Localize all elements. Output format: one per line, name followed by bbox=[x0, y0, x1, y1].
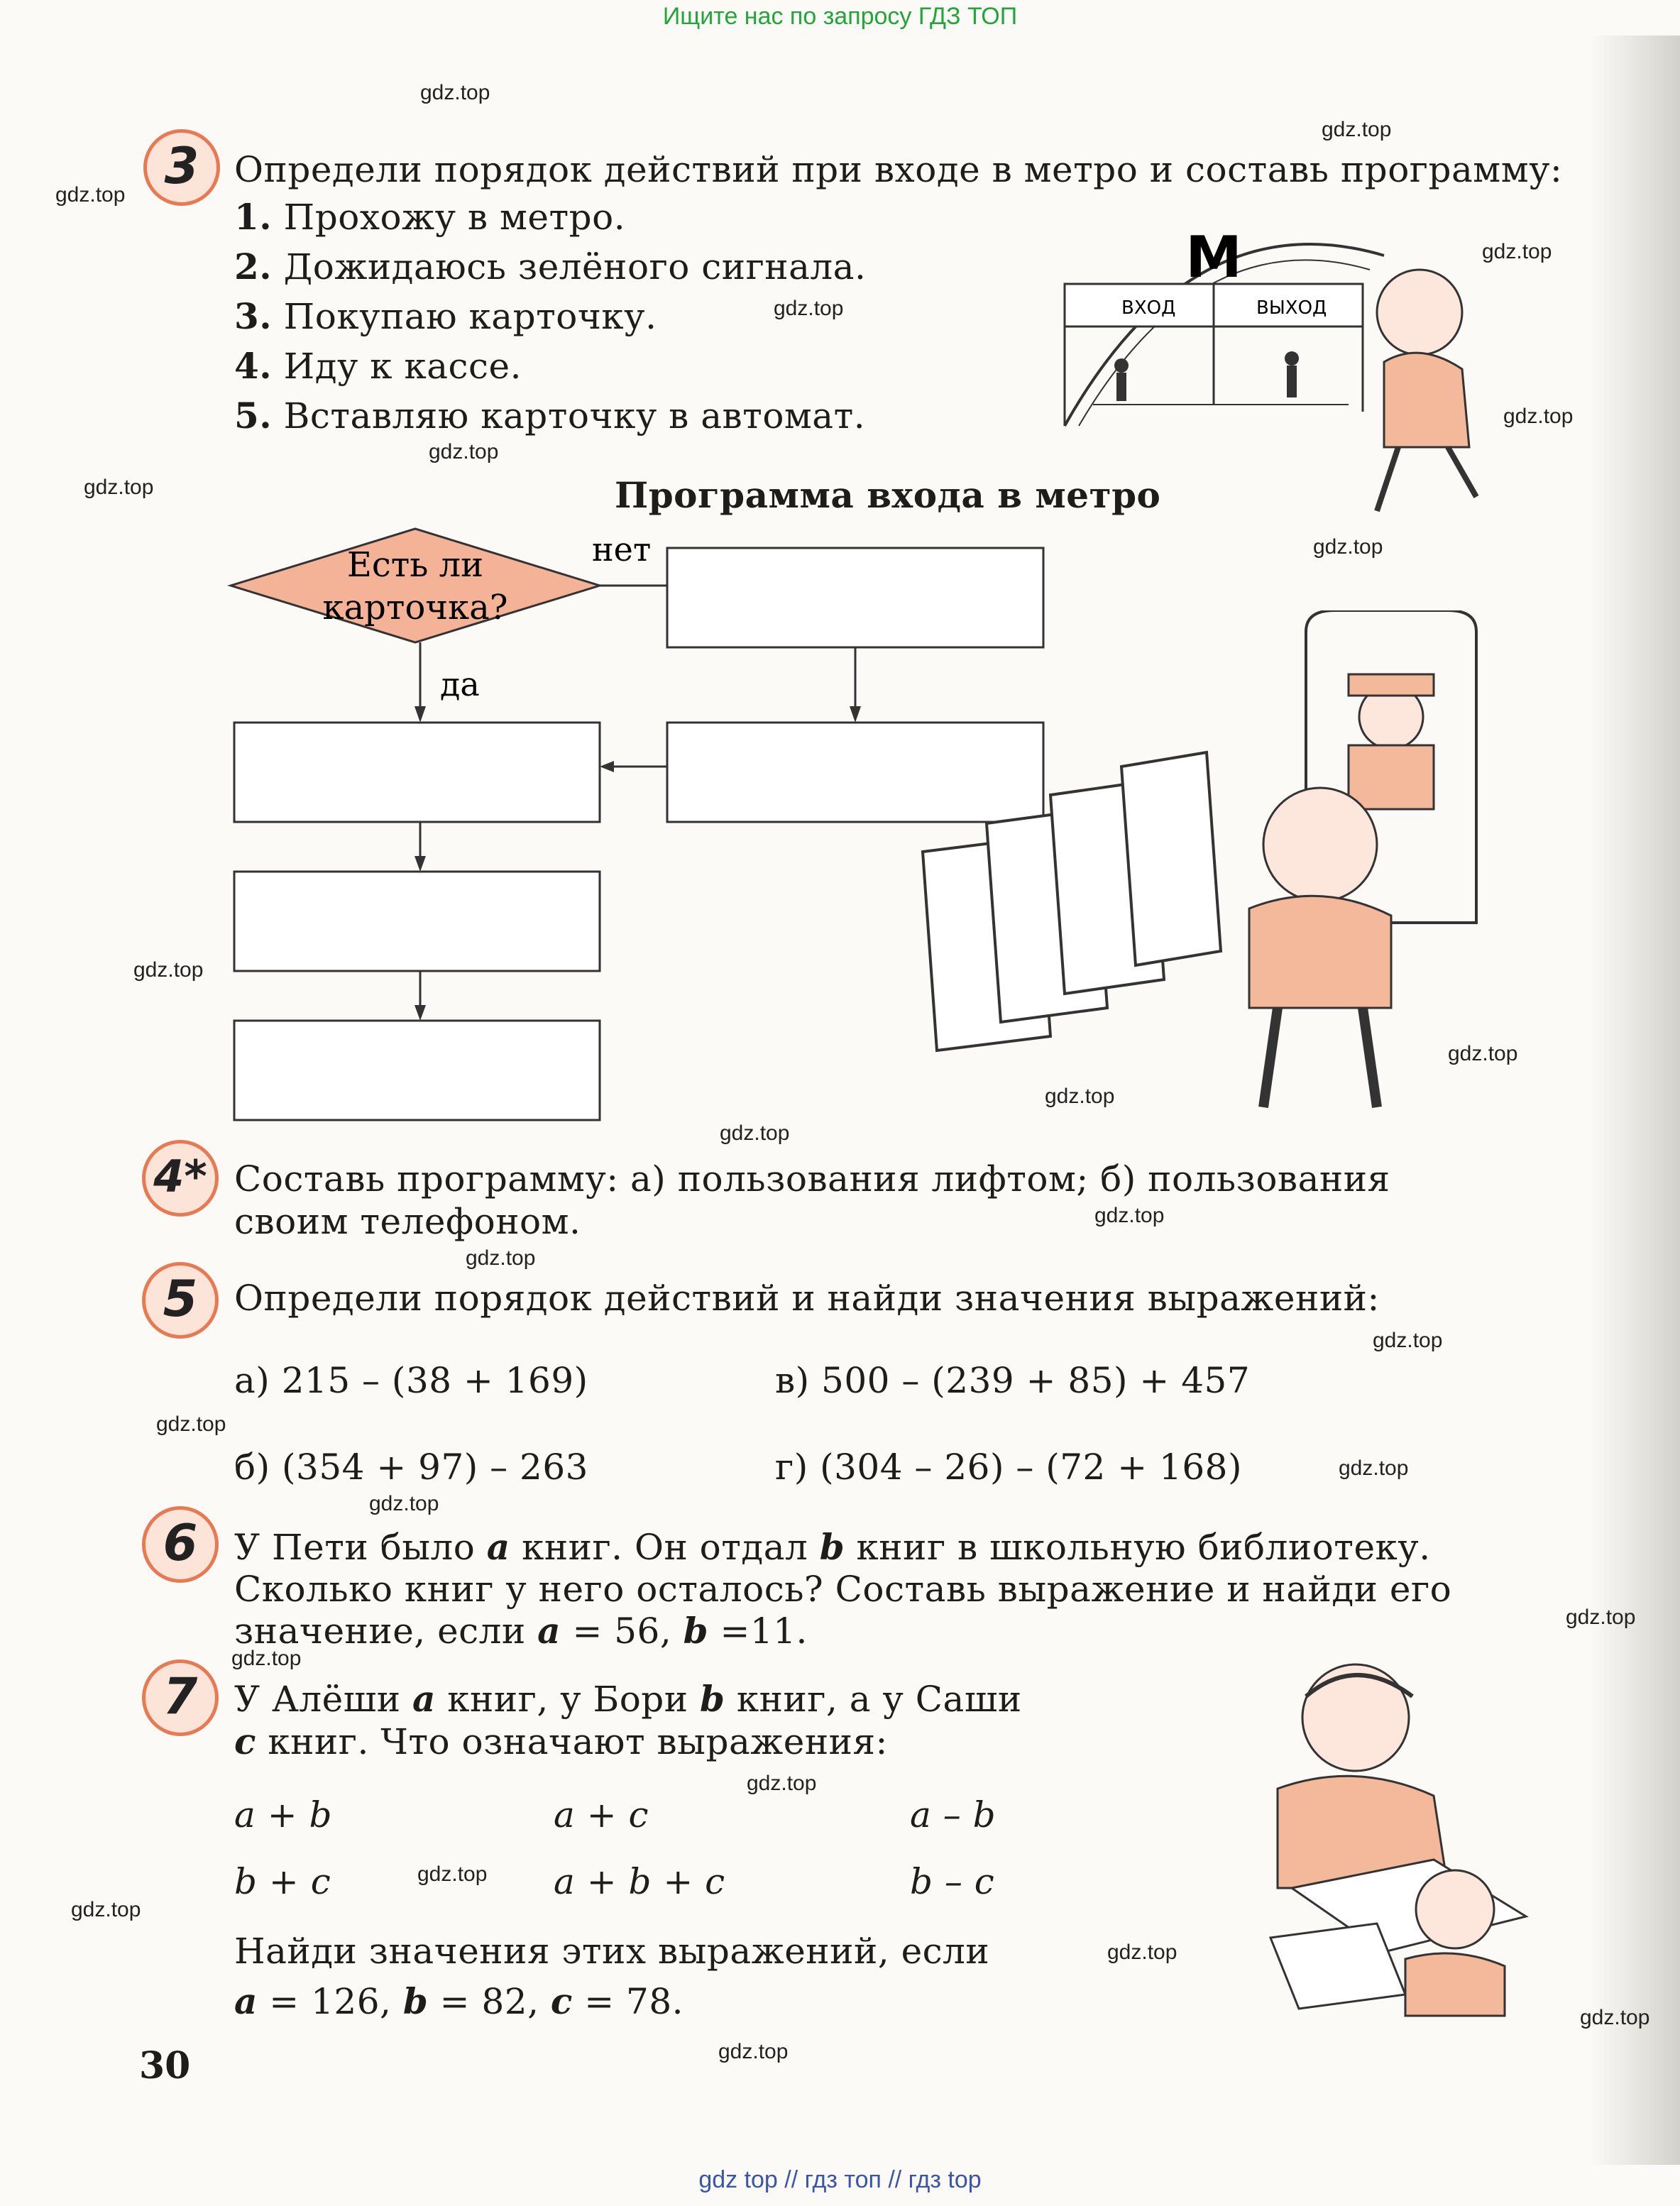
page-edge-shadow bbox=[1590, 35, 1680, 2165]
task-number: 4* bbox=[153, 1151, 207, 1202]
task7-values: a = 126, b = 82, c = 78. bbox=[234, 1980, 684, 2022]
task7-line: У Алёши a книг, у Бори b книг, а у Саши bbox=[234, 1678, 1022, 1720]
task7-expression: a – b bbox=[910, 1794, 997, 1835]
task6-line: значение, если a = 56, b =11. bbox=[234, 1610, 808, 1652]
task-number: 3 bbox=[164, 137, 199, 195]
svg-text:М: М bbox=[1185, 224, 1242, 290]
task-number-badge bbox=[142, 1506, 219, 1583]
footer-links[interactable]: gdz top // гдз топ // гдз top bbox=[698, 2166, 982, 2193]
watermark: gdz.top bbox=[1045, 1085, 1115, 1108]
watermark: gdz.top bbox=[747, 1772, 817, 1795]
task5-expression: б) (354 + 97) – 263 bbox=[234, 1447, 588, 1488]
watermark: gdz.top bbox=[417, 1862, 488, 1886]
watermark: gdz.top bbox=[429, 440, 499, 463]
watermark: gdz.top bbox=[720, 1121, 790, 1145]
task-number-badge bbox=[142, 1659, 219, 1736]
watermark: gdz.top bbox=[1339, 1456, 1409, 1480]
task3-step: 5. Вставляю карточку в автомат. bbox=[234, 395, 866, 437]
task7-expression: b – c bbox=[910, 1861, 995, 1902]
watermark: gdz.top bbox=[156, 1412, 226, 1436]
watermark: gdz.top bbox=[1313, 535, 1383, 559]
task6-line: Сколько книг у него осталось? Составь выражение и найди его bbox=[234, 1569, 1452, 1610]
watermark: gdz.top bbox=[1373, 1329, 1443, 1352]
task7-find: Найди значения этих выражений, если bbox=[234, 1931, 990, 1972]
svg-text:ВХОД: ВХОД bbox=[1121, 297, 1176, 319]
watermark: gdz.top bbox=[1107, 1941, 1177, 1964]
task-number-badge bbox=[142, 1262, 219, 1339]
task-number: 5 bbox=[163, 1270, 198, 1328]
watermark: gdz.top bbox=[1566, 1606, 1636, 1629]
watermark: gdz.top bbox=[1580, 2006, 1650, 2029]
watermark: gdz.top bbox=[420, 81, 490, 104]
svg-text:ВЫХОД: ВЫХОД bbox=[1256, 297, 1327, 319]
label-yes: да bbox=[440, 665, 480, 703]
watermark: gdz.top bbox=[71, 1898, 141, 1921]
task7-expression: a + b + c bbox=[554, 1861, 725, 1902]
task7-line: c книг. Что означают выражения: bbox=[234, 1721, 888, 1762]
watermark: gdz.top bbox=[1482, 240, 1552, 263]
decision-text: Есть ли bbox=[346, 545, 484, 585]
watermark: gdz.top bbox=[1322, 118, 1392, 141]
task-number: 6 bbox=[163, 1514, 198, 1572]
watermark: gdz.top bbox=[55, 183, 126, 207]
task7-expression: a + b bbox=[234, 1794, 332, 1835]
reading-children-illustration bbox=[1249, 1654, 1533, 2023]
task6-line: У Пети было a книг. Он отдал b книг в школьную библиотеку. bbox=[234, 1526, 1431, 1568]
watermark: gdz.top bbox=[1448, 1042, 1518, 1065]
task3-step: 2. Дожидаюсь зелёного сигнала. bbox=[234, 246, 867, 287]
watermark: gdz.top bbox=[231, 1647, 302, 1670]
task4-line: своим телефоном. bbox=[234, 1201, 581, 1242]
flow-box-empty bbox=[234, 1021, 600, 1120]
task3-step: 4. Иду к кассе. bbox=[234, 345, 522, 387]
task-number-badge bbox=[142, 1140, 219, 1217]
turnstile-illustration bbox=[908, 610, 1490, 1136]
watermark: gdz.top bbox=[718, 2040, 789, 2063]
task4-line: Составь программу: а) пользования лифтом; б) пользования bbox=[234, 1158, 1390, 1200]
watermark: gdz.top bbox=[369, 1492, 439, 1515]
task-number: 7 bbox=[163, 1667, 198, 1725]
page-number: 30 bbox=[139, 2044, 191, 2087]
label-no: нет bbox=[592, 530, 652, 569]
watermark: gdz.top bbox=[1503, 405, 1574, 428]
watermark: gdz.top bbox=[133, 958, 204, 982]
flow-box-empty bbox=[234, 723, 600, 822]
watermark: gdz.top bbox=[1094, 1204, 1165, 1227]
flow-box-empty bbox=[234, 872, 600, 971]
task5-expression: а) 215 – (38 + 169) bbox=[234, 1360, 588, 1401]
task3-intro: Определи порядок действий при входе в метро и составь программу: bbox=[234, 149, 1563, 190]
program-title: Программа входа в метро bbox=[615, 474, 1161, 516]
top-banner[interactable]: Ищите нас по запросу ГДЗ ТОП bbox=[662, 3, 1018, 30]
task7-expression: b + c bbox=[234, 1861, 331, 1902]
task5-expression: в) 500 – (239 + 85) + 457 bbox=[775, 1360, 1251, 1401]
watermark: gdz.top bbox=[774, 297, 844, 320]
task5-intro: Определи порядок действий и найди значения выражений: bbox=[234, 1278, 1380, 1319]
task3-step: 1. Прохожу в метро. bbox=[234, 196, 626, 238]
decision-text: карточка? bbox=[322, 588, 508, 627]
watermark: gdz.top bbox=[466, 1246, 536, 1270]
task-number-badge bbox=[143, 129, 220, 206]
task7-expression: a + c bbox=[554, 1794, 649, 1835]
watermark: gdz.top bbox=[84, 476, 154, 499]
task5-expression: г) (304 – 26) – (72 + 168) bbox=[775, 1447, 1242, 1488]
task3-step: 3. Покупаю карточку. bbox=[234, 295, 657, 337]
